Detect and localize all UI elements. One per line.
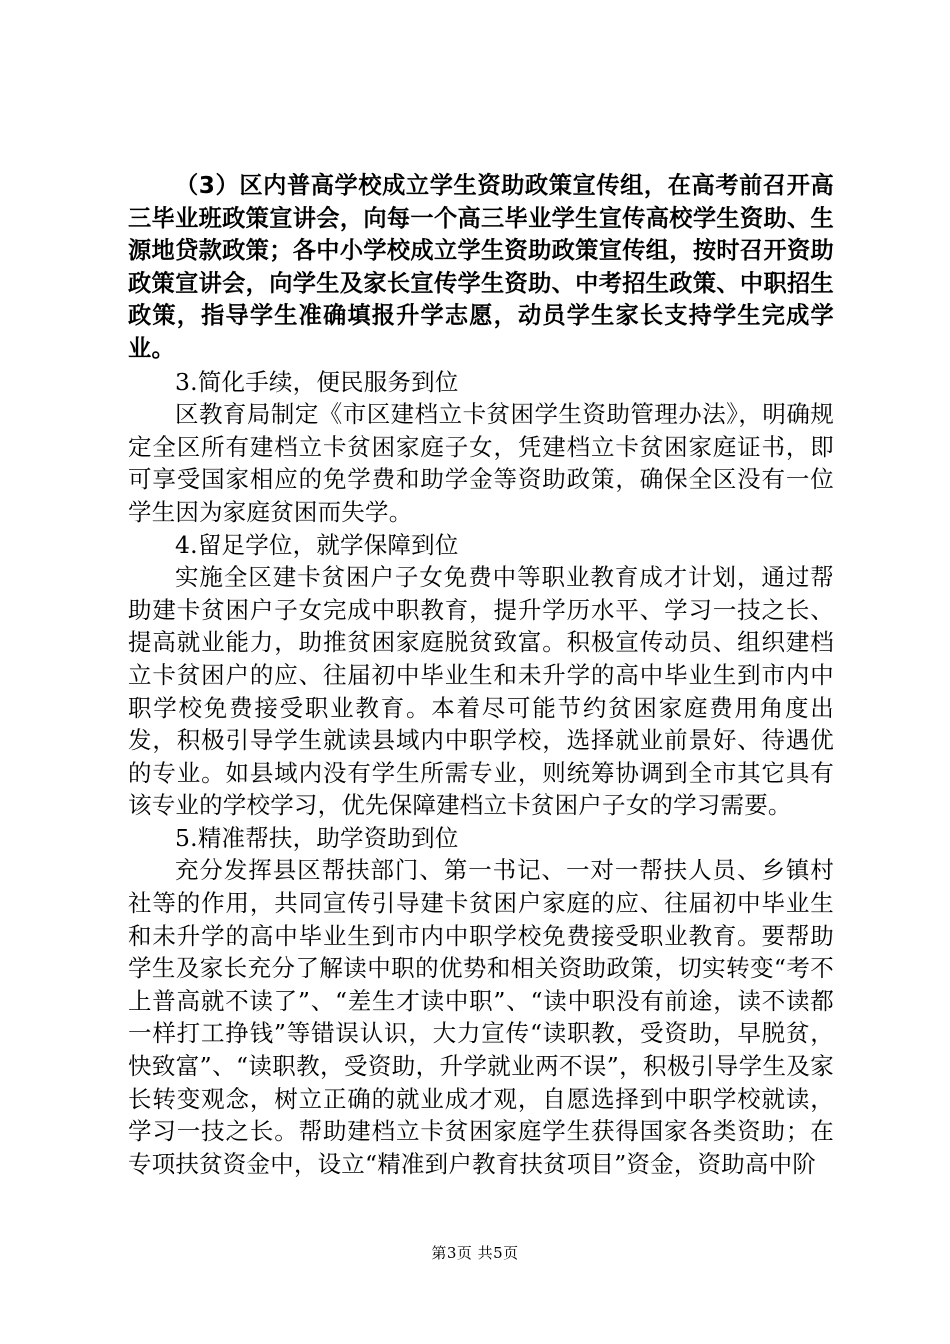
paragraph-publicity-groups: （3）区内普高学校成立学生资助政策宣传组，在高考前召开高三毕业班政策宣讲会，向每一个高三毕业学生宣传高校学生资助、生源地贷款政策；各中小学校成立学生资助政策宣传组，按时召开资助政策宣讲会，向学生及家长宣传学生资助、中考招生政策、中职招生政策，指导学生准确填报升学志愿，动员学生家长支持学生完成学业。 (128, 172, 834, 362)
paragraph-reserve-places: 实施全区建卡贫困户子女免费中等职业教育成才计划，通过帮助建卡贫困户子女完成中职教育，提升学历水平、学习一技之长、提高就业能力，助推贫困家庭脱贫致富。积极宣传动员、组织建档立卡贫困户的应、往届初中毕业生和未升学的高中毕业生到市内中职学校免费接受职业教育。本着尽可能节约贫困家庭费用角度出发，积极引导学生就读县域内中职学校，选择就业前景好、待遇优的专业。如县域内没有学生所需专业，则统筹协调到全市其它具有该专业的学校学习，优先保障建档立卡贫困户子女的学习需要。 (128, 563, 834, 820)
paragraph-simplify-procedures: 区教育局制定《市区建档立卡贫困学生资助管理办法》，明确规定全区所有建档立卡贫困家庭子女，凭建档立卡贫困家庭证书，即可享受国家相应的免学费和助学金等资助政策，确保全区没有一位学生因为家庭贫困而失学。 (128, 400, 834, 526)
paragraph-precise-assistance: 充分发挥县区帮扶部门、第一书记、一对一帮扶人员、乡镇村社等的作用，共同宣传引导建卡贫困户家庭的应、往届初中毕业生和未升学的高中毕业生到市内中职学校免费接受职业教育。要帮助学生及家长充分了解读中职的优势和相关资助政策，切实转变“考不上普高就不读了”、“差生才读中职”、“读中职没有前途，读不读都一样打工挣钱”等错误认识，大力宣传“读职教，受资助，早脱贫，快致富”、“读职教，受资助，升学就业两不误”，积极引导学生及家长转变观念，树立正确的就业成才观，自愿选择到中职学校就读，学习一技之长。帮助建档立卡贫困家庭学生获得国家各类资助；在专项扶贫资金中，设立“精准到户教育扶贫项目”资金，资助高中阶 (128, 856, 834, 1178)
document-body (128, 170, 834, 1180)
section-heading-simplify-procedures: 3.简化手续，便民服务到位 (175, 367, 459, 396)
section-heading-precise-assistance: 5.精准帮扶，助学资助到位 (175, 823, 459, 852)
page-footer: 第3页 共5页 (431, 1244, 519, 1262)
section-heading-reserve-places: 4.留足学位，就学保障到位 (175, 530, 459, 559)
